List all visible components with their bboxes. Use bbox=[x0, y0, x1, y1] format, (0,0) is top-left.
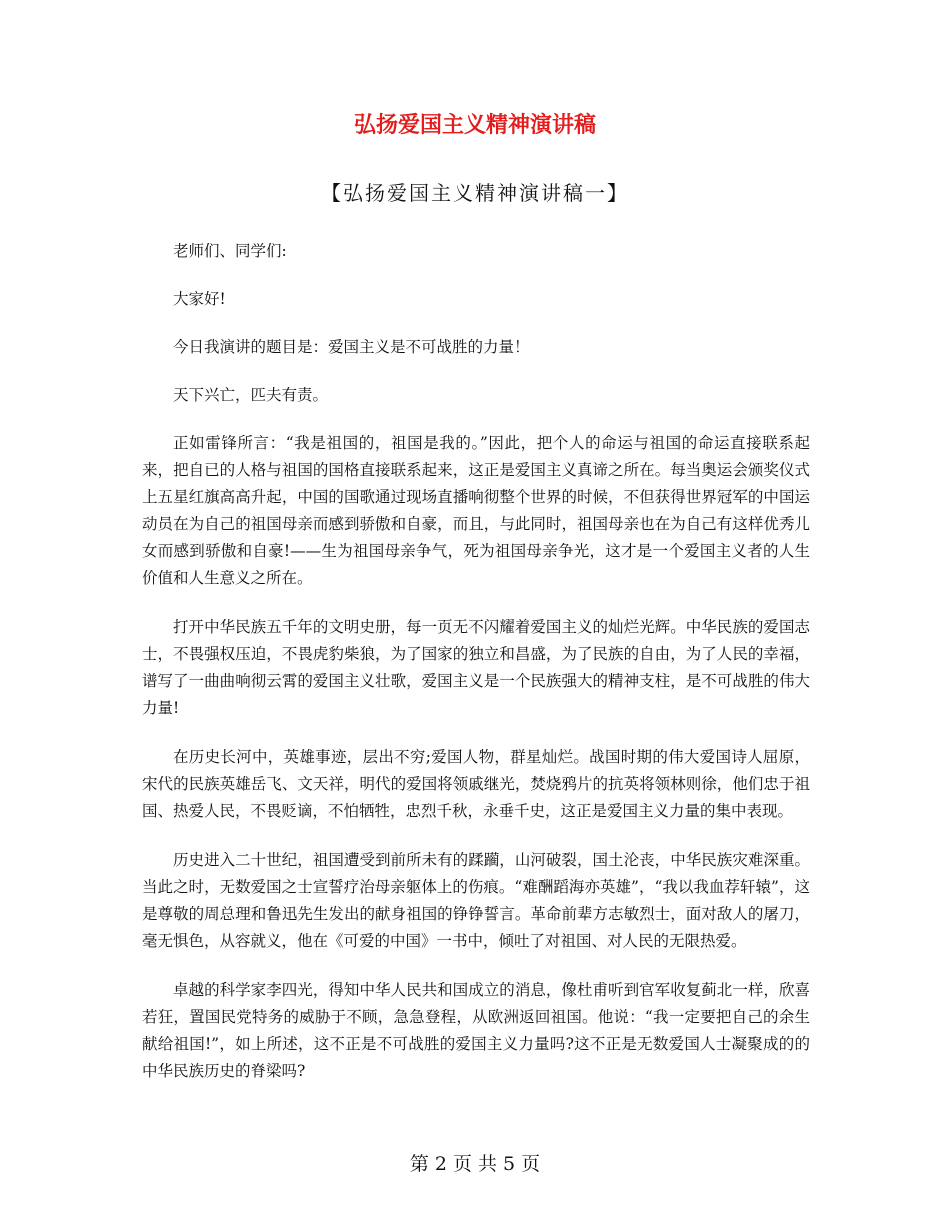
paragraph-body: 在历史长河中，英雄事迹，层出不穷;爱国人物，群星灿烂。战国时期的伟大爱国诗人屈原，宋代的民族英雄岳飞、文天祥，明代的爱国将领戚继光，焚烧鸦片的抗英将领林则徐，他们忠于祖国、热爱人民，不畏贬谪，不怕牺牲，忠烈千秋，永垂千史，这正是爱国主义力量的集中表现。 bbox=[142, 748, 810, 820]
paragraph-topic: 今日我演讲的题目是：爱国主义是不可战胜的力量！ bbox=[173, 338, 530, 356]
document-body bbox=[142, 238, 810, 1107]
paragraph-body: 卓越的科学家李四光，得知中华人民共和国成立的消息，像杜甫听到官军收复蓟北一样，欣喜若狂，置国民党特务的威胁于不顾，急急登程，从欧洲返回祖国。他说：“我一定要把自己的余生献给祖国!”，如上所述，这不正是不可战胜的爱国主义力量吗?这不正是无数爱国人士凝聚成的的中华民族历史的脊梁吗? bbox=[142, 981, 810, 1080]
paragraph-body: 打开中华民族五千年的文明史册，每一页无不闪耀着爱国主义的灿烂光辉。中华民族的爱国志士，不畏强权压迫，不畏虎豹柴狼，为了国家的独立和昌盛，为了民族的自由，为了人民的幸福，谱写了一曲曲响彻云霄的爱国主义壮歌，爱国主义是一个民族强大的精神支柱，是不可战胜的伟大力量! bbox=[142, 618, 810, 717]
section-heading: 【弘扬爱国主义精神演讲稿一】 bbox=[321, 181, 629, 205]
paragraph-proverb: 天下兴亡，匹夫有责。 bbox=[173, 386, 329, 404]
paragraph-salutation: 老师们、同学们: bbox=[173, 242, 287, 260]
paragraph-greeting: 大家好! bbox=[173, 290, 226, 308]
document-title: 弘扬爱国主义精神演讲稿 bbox=[353, 113, 596, 138]
paragraph-body: 正如雷锋所言：“我是祖国的，祖国是我的。”因此，把个人的命运与祖国的命运直接联系起来，把自已的人格与祖国的国格直接联系起来，这正是爱国主义真谛之所在。每当奥运会颁奖仪式上五星红旗高高升起，中国的国歌通过现场直播响彻整个世界的时候，不但获得世界冠军的中国运动员在为自己的祖国母亲而感到骄傲和自豪，而且，与此同时，祖国母亲也在为自己有这样优秀儿女而感到骄傲和自豪!——生为祖国母亲争气，死为祖国母亲争光，这才是一个爱国主义者的人生价值和人生意义之所在。 bbox=[142, 434, 810, 587]
paragraph-body: 历史进入二十世纪，祖国遭受到前所未有的蹂躏，山河破裂，国土沦丧，中华民族灾难深重。当此之时，无数爱国之士宣誓疗治母亲躯体上的伤痕。“难酬蹈海亦英雄”，“我以我血荐轩辕”，这是尊敬的周总理和鲁迅先生发出的献身祖国的铮铮誓言。革命前辈方志敏烈士，面对敌人的屠刀，毫无惧色，从容就义，他在《可爱的中国》一书中，倾吐了对祖国、对人民的无限热爱。 bbox=[142, 851, 810, 950]
page-number-footer: 第 2 页 共 5 页 bbox=[409, 1153, 541, 1175]
